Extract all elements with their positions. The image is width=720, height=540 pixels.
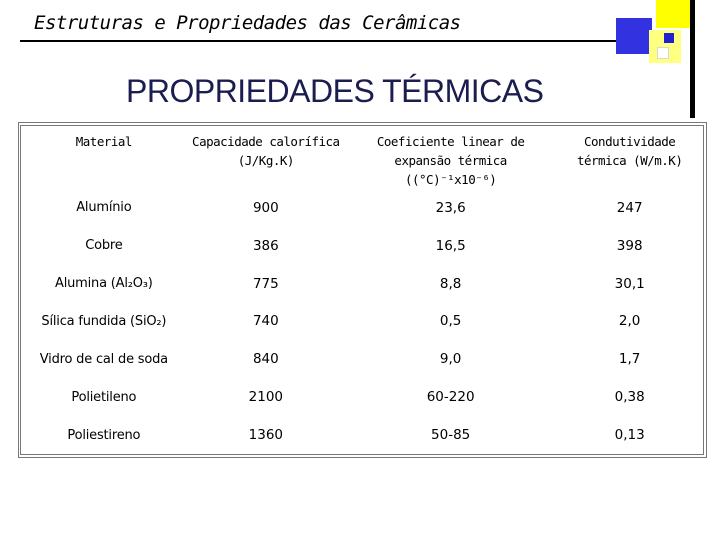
capacidade-cell: 2100 [248, 389, 283, 406]
coeficiente-cell: 23,6 [435, 199, 466, 216]
condutividade-cell: 398 [616, 237, 643, 254]
properties-table-frame [18, 122, 707, 458]
capacidade-cell: 1360 [248, 427, 283, 444]
condutividade-cell: 1,7 [618, 351, 641, 368]
material-cell: Poliestireno [67, 427, 141, 443]
coeficiente-cell: 8,8 [439, 275, 462, 292]
column-header-coeficiente: Coeficiente linear de expansão térmica ((°C)⁻¹x10⁻⁶) [376, 134, 525, 187]
small-blue-square-decoration [664, 33, 674, 43]
condutividade-cell: 0,38 [614, 389, 645, 406]
condutividade-cell: 30,1 [614, 275, 645, 292]
table-row [21, 340, 703, 378]
table-row [21, 227, 703, 265]
coeficiente-cell: 0,5 [439, 313, 462, 330]
coeficiente-cell: 16,5 [435, 237, 466, 254]
coeficiente-cell: 50-85 [431, 427, 471, 444]
capacidade-cell: 386 [252, 237, 279, 254]
material-cell: Polietileno [71, 389, 137, 405]
column-header-condutividade: Condutividade térmica (W/m.K) [576, 134, 683, 168]
header-divider [20, 40, 675, 42]
capacidade-cell: 900 [252, 199, 279, 216]
header-title: Estruturas e Propriedades das Cerâmicas [34, 12, 461, 34]
condutividade-cell: 0,13 [614, 427, 645, 444]
material-cell: Vidro de cal de soda [39, 351, 168, 367]
material-cell: Cobre [85, 238, 123, 254]
table-row [21, 378, 703, 416]
coeficiente-cell: 60-220 [426, 389, 475, 406]
table-row [21, 189, 703, 227]
small-white-square-decoration [657, 47, 669, 59]
column-header-capacidade: Capacidade calorífica (J/Kg.K) [192, 134, 340, 168]
capacidade-cell: 775 [252, 275, 279, 292]
blue-square-decoration [616, 18, 652, 54]
table-row [21, 265, 703, 303]
material-cell: Alumina (Al₂O₃) [55, 276, 153, 292]
yellow-square-decoration [656, 0, 691, 28]
column-header-material: Material [75, 134, 132, 149]
condutividade-cell: 247 [616, 199, 643, 216]
capacidade-cell: 740 [252, 313, 279, 330]
material-cell: Alumínio [76, 200, 132, 216]
condutividade-cell: 2,0 [618, 313, 641, 330]
table-row [21, 303, 703, 341]
vertical-bar-decoration [690, 0, 695, 118]
thermal-properties-table [21, 126, 703, 454]
material-cell: Sílica fundida (SiO₂) [41, 313, 167, 329]
table-header-row [21, 126, 703, 189]
page-title: PROPRIEDADES TÉRMICAS [126, 73, 544, 109]
table-row [21, 416, 703, 454]
capacidade-cell: 840 [252, 351, 279, 368]
coeficiente-cell: 9,0 [439, 351, 462, 368]
